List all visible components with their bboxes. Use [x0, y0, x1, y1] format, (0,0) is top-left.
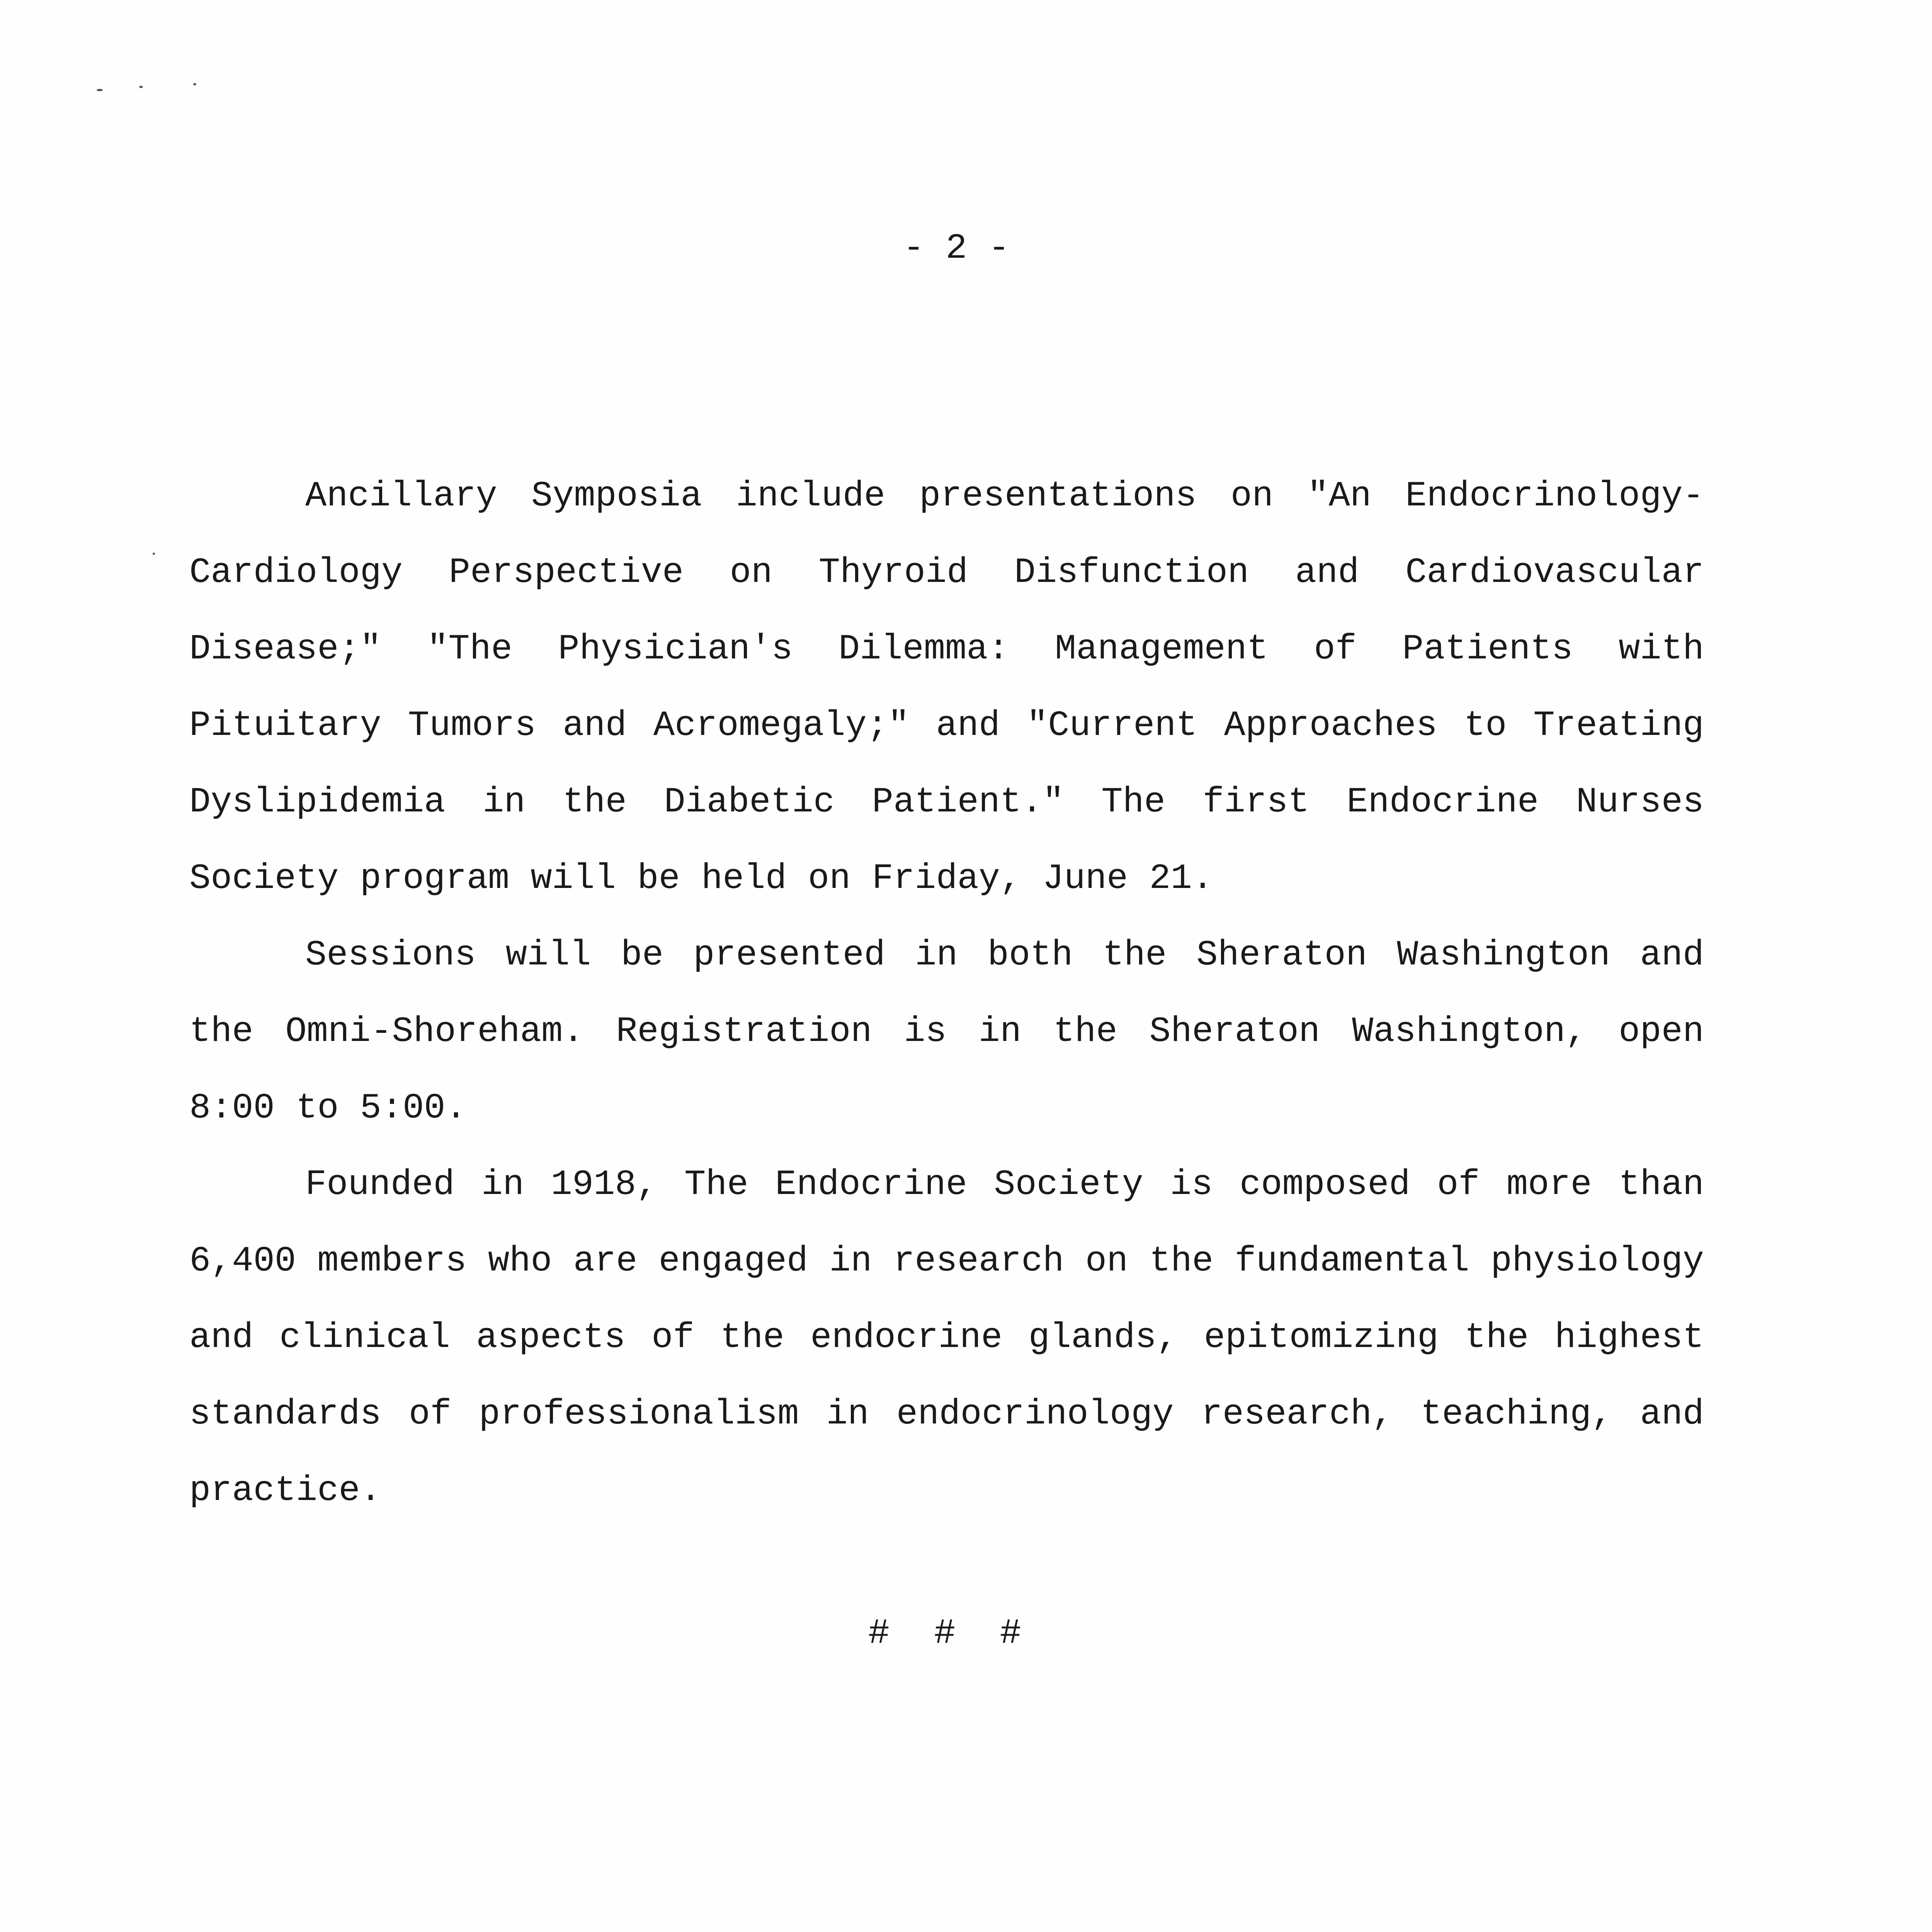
scan-speck [139, 86, 143, 88]
end-mark: # # # [868, 1613, 1033, 1654]
scan-speck [97, 89, 103, 91]
body-text [189, 458, 1704, 1529]
paragraph-ancillary-symposia: Ancillary Symposia include presentations on "An Endocrinology-Cardiology Perspective on Thyroid Disfunction and Cardiovascular Disease;" "The Physician's Dilemma: Management of Patients with Pituitary Tumors and Acromegaly;" and "Current Approaches to Treating Dyslipidemia in the Diabetic Patient." The first Endocrine Nurses Society program will be held on Friday, June 21. [189, 476, 1704, 899]
page-number: - 2 - [903, 228, 1010, 269]
paragraph-society-founded: Founded in 1918, The Endocrine Society is composed of more than 6,400 members who are engaged in research on the fundamental physiology and clinical aspects of the endocrine glands, epitomizing the highest standards of professionalism in endocrinology research, teaching, and practice. [189, 1164, 1704, 1511]
scan-speck [153, 553, 155, 555]
scan-speck [193, 83, 196, 85]
paragraph-sessions: Sessions will be presented in both the Sheraton Washington and the Omni-Shoreham. Registration is in the Sheraton Washington, open 8:00 to 5:00. [189, 935, 1704, 1128]
